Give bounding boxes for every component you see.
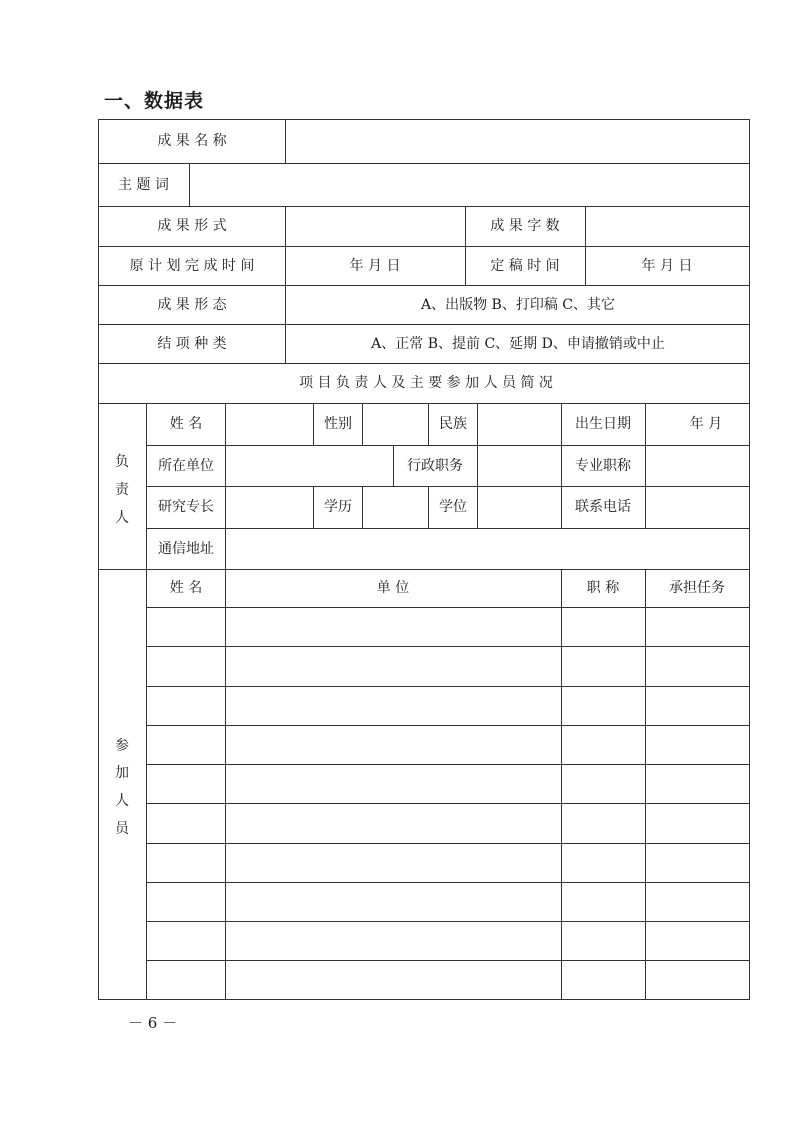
- col-line: [362, 403, 363, 445]
- word-count-label: 成 果 字 数: [490, 218, 560, 234]
- table-frame: [98, 119, 750, 1000]
- row-line: [146, 646, 750, 647]
- leader-employer-label: 所在单位: [158, 458, 214, 474]
- row-line: [146, 607, 750, 608]
- row-line: [146, 528, 750, 529]
- planned-completion-value: 年 月 日: [349, 258, 401, 274]
- row-line: [98, 363, 750, 364]
- row-line: [146, 686, 750, 687]
- col-line: [477, 403, 478, 445]
- row-line: [98, 285, 750, 286]
- col-line: [477, 445, 478, 486]
- form-type-label: 成 果 形 式: [157, 218, 227, 234]
- col-line: [561, 569, 562, 1000]
- row-line: [98, 246, 750, 247]
- col-line: [585, 206, 586, 285]
- leader-side-label: 负: [115, 454, 129, 470]
- col-line: [285, 119, 286, 163]
- keywords-label: 主 题 词: [118, 177, 169, 193]
- col-line: [313, 486, 314, 528]
- row-line: [98, 206, 750, 207]
- final-draft-label: 定 稿 时 间: [490, 258, 560, 274]
- members-side-label: 加: [115, 765, 129, 781]
- row-line: [146, 803, 750, 804]
- row-line: [98, 569, 750, 570]
- members-col-title: 职 称: [586, 580, 620, 596]
- col-line: [645, 403, 646, 528]
- row-line: [146, 921, 750, 922]
- members-side-label: 员: [115, 821, 129, 837]
- row-line: [146, 882, 750, 883]
- col-line: [465, 206, 466, 285]
- planned-completion-label: 原 计 划 完 成 时 间: [129, 258, 255, 274]
- leader-specialty-label: 研究专长: [158, 499, 214, 515]
- page-number: － 6 －: [128, 1014, 178, 1032]
- leader-side-label: 人: [115, 510, 129, 526]
- leader-birthdate-label: 出生日期: [575, 416, 631, 432]
- col-line: [189, 163, 190, 206]
- col-line: [428, 486, 429, 528]
- col-line: [362, 486, 363, 528]
- row-line: [146, 486, 750, 487]
- col-line: [645, 569, 646, 1000]
- row-line: [98, 403, 750, 404]
- col-line: [428, 403, 429, 445]
- row-line: [98, 163, 750, 164]
- row-line: [146, 764, 750, 765]
- achievement-name-label: 成 果 名 称: [157, 133, 227, 149]
- closure-options: A、正常 B、提前 C、延期 D、申请撤销或中止: [371, 336, 665, 352]
- col-line: [393, 445, 394, 486]
- row-line: [146, 445, 750, 446]
- col-line: [285, 206, 286, 363]
- leader-address-label: 通信地址: [158, 541, 214, 557]
- col-line: [313, 403, 314, 445]
- col-line: [225, 403, 226, 1000]
- leader-pro-title-label: 专业职称: [575, 458, 631, 474]
- members-side-label: 人: [115, 793, 129, 809]
- col-line: [561, 403, 562, 528]
- members-side-label: 参: [115, 738, 129, 754]
- leader-side-label: 责: [115, 482, 129, 498]
- row-line: [146, 843, 750, 844]
- final-draft-value: 年 月 日: [641, 258, 693, 274]
- leader-birthdate-value: 年 月: [689, 416, 723, 432]
- leader-phone-label: 联系电话: [575, 499, 631, 515]
- leader-name-label: 姓 名: [169, 416, 203, 432]
- leader-gender-label: 性别: [324, 416, 352, 432]
- section-title: 项 目 负 责 人 及 主 要 参 加 人 员 简 况: [299, 375, 553, 391]
- col-line: [146, 403, 147, 1000]
- members-col-name: 姓 名: [169, 580, 203, 596]
- page-heading: 一、数据表: [104, 90, 205, 112]
- leader-education-label: 学历: [324, 499, 352, 515]
- status-label: 成 果 形 态: [157, 297, 227, 313]
- status-options: A、出版物 B、打印稿 C、其它: [420, 297, 616, 313]
- members-col-task: 承担任务: [669, 580, 725, 596]
- row-line: [146, 725, 750, 726]
- col-line: [477, 486, 478, 528]
- leader-ethnicity-label: 民族: [439, 416, 467, 432]
- row-line: [146, 960, 750, 961]
- leader-admin-post-label: 行政职务: [407, 458, 463, 474]
- closure-label: 结 项 种 类: [157, 336, 227, 352]
- members-col-unit: 单 位: [376, 580, 410, 596]
- row-line: [98, 324, 750, 325]
- leader-degree-label: 学位: [439, 499, 467, 515]
